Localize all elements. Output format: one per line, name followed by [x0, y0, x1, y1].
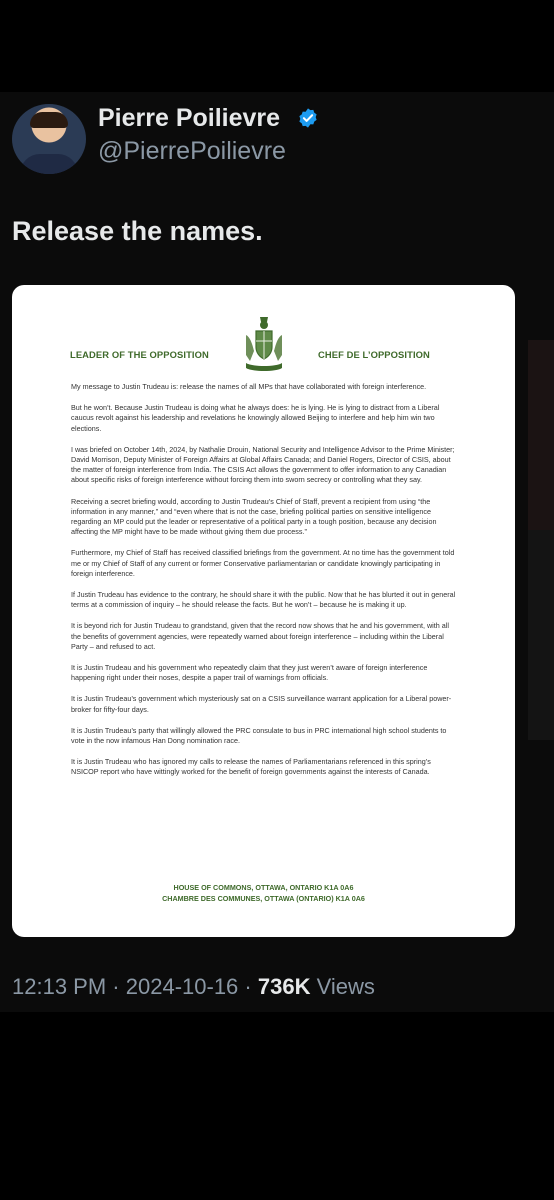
adjacent-content-edge [528, 340, 554, 530]
views-count[interactable]: 736K [257, 974, 311, 999]
letter-paragraph: It is Justin Trudeau and his government who repeatedly claim that they just weren’t aware of foreign interference happening right under their noses, despite a paper trail of warnings from officials. [71, 663, 428, 683]
avatar[interactable] [12, 104, 86, 174]
tweet-metadata [12, 974, 375, 1000]
status-bar-area [0, 0, 554, 92]
letter-paragraph: Furthermore, my Chief of Staff has received classified briefings from the government. At no time has the government told me or my Chief of Staff of any current or former Conservative parliamentarian or candidate knowingly participating in foreign interference. [71, 548, 455, 578]
separator: · [244, 974, 252, 999]
attached-letter-image[interactable] [12, 285, 515, 937]
tweet-date[interactable]: 2024-10-16 [125, 974, 239, 999]
letter-paragraph: It is beyond rich for Justin Trudeau to grandstand, given that the record now shows that he and his government, with all the benefits of government agencies, were repeatedly warned about foreign interference – including within the Liberal Party – and refused to act. [71, 621, 449, 651]
avatar-hair [30, 112, 68, 128]
coat-of-arms-icon [242, 313, 286, 375]
letter-paragraph: If Justin Trudeau has evidence to the contrary, he should share it with the public. Now that he has blurted it out in general terms at a commission of inquiry – he should release the facts. But he won’t – because he is making it up. [71, 590, 456, 610]
author-display-name[interactable]: Pierre Poilievre [98, 104, 281, 132]
letter-paragraph: It is Justin Trudeau’s government which mysteriously sat on a CSIS surveillance warrant application for a Liberal power-broker for fifty-four days. [71, 694, 452, 714]
avatar-shirt [20, 154, 78, 174]
separator: · [112, 974, 120, 999]
tweet-text: Release the names. [12, 216, 263, 246]
letter-body [71, 382, 459, 789]
views-label: Views [316, 974, 375, 999]
footer-address-fr: CHAMBRE DES COMMUNES, OTTAWA (ONTARIO) K1A 0A6 [162, 893, 365, 903]
letter-paragraph: It is Justin Trudeau’s party that willingly allowed the PRC consulate to bus in PRC international high school students to vote in the now infamous Han Dong nomination race. [71, 725, 447, 746]
tweet-time[interactable]: 12:13 PM [12, 974, 107, 999]
bottom-area [0, 1012, 554, 1200]
author-handle[interactable]: @PierrePoilievre [98, 137, 286, 165]
letterhead-left: LEADER OF THE OPPOSITION [70, 349, 209, 360]
letter-paragraph: It is Justin Trudeau who has ignored my calls to release the names of Parliamentarians referenced in this spring’s NSICOP report who have wittingly worked for the benefit of foreign governments against the interests of Canada. [71, 757, 431, 777]
letter-paragraph: But he won’t. Because Justin Trudeau is doing what he always does: he is lying. He is lying to distract from a Liberal caucus revolt against his leadership and revelations he knowingly allowed Beijing to interfere and help him win two elections. [71, 403, 440, 433]
verified-badge-icon [297, 107, 319, 129]
letter-paragraph: My message to Justin Trudeau is: release the names of all MPs that have collaborated with foreign interference. [71, 382, 427, 391]
footer-address-en: HOUSE OF COMMONS, OTTAWA, ONTARIO K1A 0A6 [173, 883, 354, 892]
letterhead-right: CHEF DE L’OPPOSITION [318, 349, 430, 360]
adjacent-content-edge [528, 530, 554, 740]
letter-paragraph: I was briefed on October 14th, 2024, by Nathalie Drouin, National Security and Intelligence Advisor to the Prime Minister; David Morrison, Deputy Minister of Foreign Affairs at Global Affairs Canada; and Daniel Rogers, Director of CSIS, about the matter of foreign interference from India. The CSIS Act allows the government to offer information to any Canadian about specific risks of foreign interference without forcing them into sworn secrecy or controlling what they say. [71, 444, 455, 485]
letter-footer [12, 883, 515, 904]
letter-paragraph: Receiving a secret briefing would, according to Justin Trudeau’s Chief of Staff, prevent a recipient from using “the information in any manner,” and “even where that is not the case, briefing political parties on sensitive intelligence regarding an MP could put the leader or representative of a political party in a tough position, because any decision affecting the MP might have to be made without giving them due process.” [71, 496, 437, 537]
